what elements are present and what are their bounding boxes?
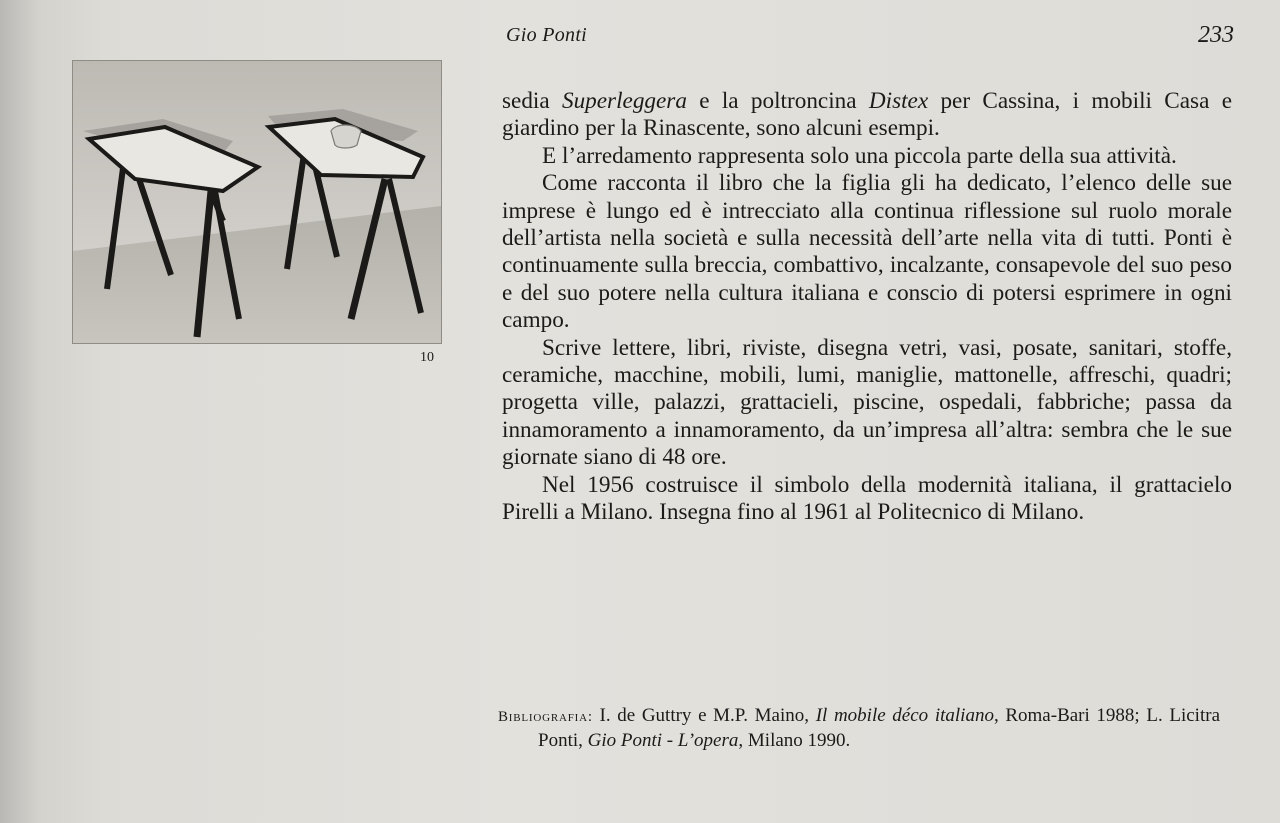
bibliography — [498, 704, 1220, 753]
text-run: , Roma-Bari 1988; L. Licitra Ponti, — [538, 705, 1221, 751]
text-run: per Cassina, i mobili Casa e giardino per la Rinascente, sono alcuni esempi. — [502, 88, 1232, 142]
text-run: E l’arredamento rappresenta solo una piccola parte della sua attività. — [542, 142, 1177, 169]
paragraph — [502, 335, 1232, 472]
text-run: , Milano 1990. — [738, 730, 851, 751]
photo-two-side-tables-icon — [73, 61, 441, 343]
text-run: e la poltroncina — [686, 88, 869, 114]
text-run: I. de Guttry e M.P. Maino, — [592, 705, 816, 726]
italic-title: Il mobile déco italiano — [815, 705, 994, 726]
body-text — [502, 88, 1232, 527]
bibliography-label: Bibliografia: — [498, 709, 593, 725]
bibliography-entries — [538, 705, 1220, 751]
paragraph — [502, 88, 1232, 143]
running-head: Gio Ponti — [506, 24, 588, 46]
paragraph — [502, 170, 1232, 334]
figure-number: 10 — [420, 350, 434, 365]
italic-title: Gio Ponti - L’opera — [587, 730, 739, 751]
page-number: 233 — [1198, 22, 1234, 48]
text-run: sedia — [502, 88, 562, 114]
paragraph — [502, 472, 1232, 527]
text-run: Scrive lettere, libri, riviste, disegna vetri, vasi, posate, sanitari, stoffe, ceramiche, macchine, mobili, lumi, maniglie, mattonelle, affreschi, quadri; progetta ville, palazzi, grattacieli, piscine, ospedali, fabbriche; passa da innamoramento a innamoramento, da un’impresa all’altra: sembra che le sue giornate siano di 48 ore. — [502, 334, 1232, 471]
italic-title: Distex — [868, 88, 929, 114]
gutter-shadow — [0, 0, 40, 823]
paragraph — [502, 143, 1232, 170]
italic-title: Superleggera — [561, 88, 687, 114]
text-run: Nel 1956 costruisce il simbolo della modernità italiana, il grattacielo Pirelli a Milano. Insegna fino al 1961 al Politecnico di Milano. — [502, 471, 1232, 526]
text-run: Come racconta il libro che la figlia gli ha dedicato, l’elenco delle sue imprese è lungo ed è intrecciato alla continua riflessione sul ruolo morale dell’artista nella società e sulla necessità dell’arte nella vita di tutti. Ponti è continuamente sulla breccia, combattivo, incalzante, consapevole del suo peso e del suo potere nella cultura italiana e conscio di potersi esprimere in ogni campo. — [502, 170, 1232, 334]
figure-photo-tables — [72, 60, 442, 344]
